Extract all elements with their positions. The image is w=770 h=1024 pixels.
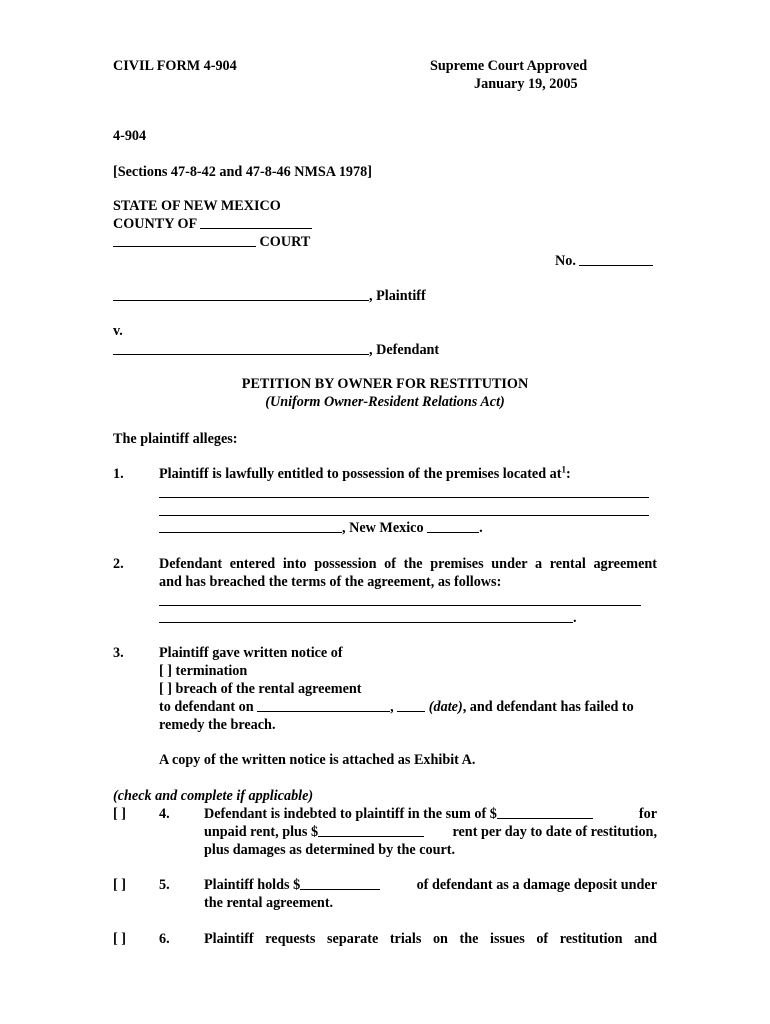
remedy-text: remedy the breach.: [159, 717, 276, 733]
defendant-blank[interactable]: [113, 341, 369, 355]
item-1-label: Plaintiff is lawfully entitled to possession of the premises located at: [159, 466, 562, 482]
zip-blank[interactable]: [427, 519, 479, 533]
plaintiff-label: , Plaintiff: [369, 288, 426, 304]
termination-checkbox[interactable]: [ ] termination: [159, 663, 248, 679]
document-subtitle: (Uniform Owner-Resident Relations Act): [265, 394, 505, 410]
premises-city-blank[interactable]: [159, 519, 342, 533]
premises-blank-2[interactable]: [159, 515, 649, 516]
county-label: COUNTY OF: [113, 216, 197, 232]
optional-note: (check and complete if applicable): [113, 788, 314, 804]
item-5-line-1: [204, 876, 380, 894]
approval-date: January 19, 2005: [474, 76, 578, 92]
item-6-number: 6.: [159, 931, 170, 947]
date-label: (date): [428, 699, 463, 715]
item-1-number: 1.: [113, 466, 124, 482]
footnote-marker: 1: [561, 464, 566, 475]
item-1-colon: :: [566, 466, 571, 482]
premises-blank-1[interactable]: [159, 497, 649, 498]
exhibit-text: A copy of the written notice is attached as Exhibit A.: [159, 752, 476, 768]
county-blank[interactable]: [200, 215, 312, 229]
item-4-restitution-text: rent per day to date of restitution,: [452, 824, 657, 840]
item-3-number: 3.: [113, 645, 124, 661]
breach-checkbox[interactable]: [ ] breach of the rental agreement: [159, 681, 362, 697]
item-2-period: .: [573, 610, 577, 626]
case-number-blank[interactable]: [579, 252, 653, 266]
item-6-line-1: Plaintiff requests separate trials on the issues of restitution and: [204, 931, 657, 947]
breach-line-2: [159, 609, 577, 627]
county-line: [113, 215, 312, 233]
sum-blank[interactable]: [497, 805, 593, 819]
notice-comma: ,: [390, 699, 394, 715]
holds-text: Plaintiff holds $: [204, 877, 301, 893]
item-4-for: for: [638, 806, 657, 822]
notice-date-line: [159, 698, 657, 716]
premises-city-line: [159, 519, 483, 537]
item-2-number: 2.: [113, 556, 124, 572]
case-number-label: No.: [555, 253, 576, 269]
form-number: 4-904: [113, 128, 147, 144]
breach-blank-2[interactable]: [159, 609, 573, 623]
document-title: PETITION BY OWNER FOR RESTITUTION: [241, 376, 529, 392]
court-blank[interactable]: [113, 233, 256, 247]
item-5-number: 5.: [159, 877, 170, 893]
approval-text: Supreme Court Approved: [430, 58, 588, 74]
notice-date-blank[interactable]: [257, 698, 390, 712]
item-5-checkbox[interactable]: [ ]: [113, 877, 126, 893]
indebted-text: Defendant is indebted to plaintiff in the sum of $: [204, 806, 497, 822]
form-id: CIVIL FORM 4-904: [113, 58, 237, 74]
item-2-line-2: and has breached the terms of the agreement, as follows:: [159, 574, 502, 590]
to-defendant-label: to defendant on: [159, 699, 254, 715]
deposit-blank[interactable]: [300, 876, 380, 890]
item-4-number: 4.: [159, 806, 170, 822]
plaintiff-line: [113, 287, 426, 305]
item-5-line-2: the rental agreement.: [204, 895, 334, 911]
item-4-line-2: [204, 823, 424, 841]
new-mexico-label: , New Mexico: [342, 520, 424, 536]
intro-text: The plaintiff alleges:: [113, 431, 238, 447]
case-number-line: [555, 252, 653, 270]
statute-reference: [Sections 47-8-42 and 47-8-46 NMSA 1978]: [113, 164, 372, 180]
plaintiff-blank[interactable]: [113, 287, 369, 301]
court-label: COURT: [259, 234, 311, 250]
versus: v.: [113, 323, 123, 339]
court-line: [113, 233, 310, 251]
item-6-checkbox[interactable]: [ ]: [113, 931, 126, 947]
item-5-deposit-text: of defendant as a damage deposit under: [416, 877, 657, 893]
breach-blank-1[interactable]: [159, 605, 641, 606]
item-2-line-1: Defendant entered into possession of the premises under a rental agreement: [159, 556, 657, 572]
item-4-line-3: plus damages as determined by the court.: [204, 842, 456, 858]
unpaid-rent-text: unpaid rent, plus $: [204, 824, 319, 840]
state-heading: STATE OF NEW MEXICO: [113, 198, 281, 214]
item-3-line-1: Plaintiff gave written notice of: [159, 645, 343, 661]
item-1-text: [159, 465, 571, 483]
rent-per-day-blank[interactable]: [318, 823, 424, 837]
failed-text: , and defendant has failed to: [462, 699, 634, 715]
defendant-label: , Defendant: [369, 342, 440, 358]
item-4-checkbox[interactable]: [ ]: [113, 806, 126, 822]
item-4-line-1: [204, 805, 593, 823]
defendant-line: [113, 341, 439, 359]
item-1-period: .: [479, 520, 483, 536]
notice-year-blank[interactable]: [397, 698, 425, 712]
